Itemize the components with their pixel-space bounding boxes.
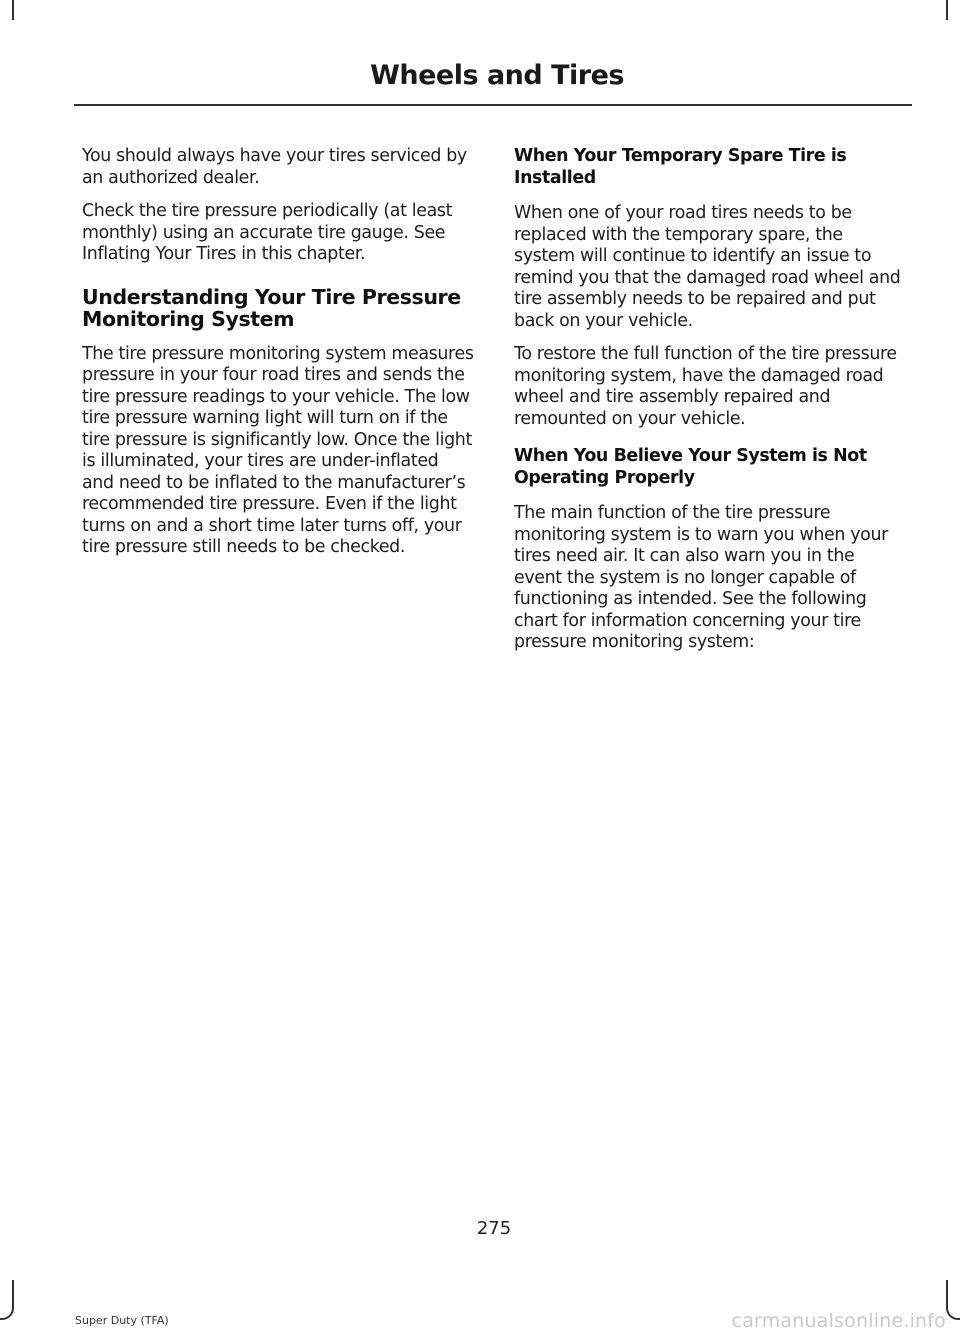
- watermark: carmanualsonline.info: [731, 1310, 946, 1332]
- page-number: 275: [476, 1218, 512, 1239]
- section-heading-tpms: Understanding Your Tire Pressure Monitoring System: [82, 284, 461, 331]
- vehicle-label: Super Duty (TFA): [75, 1314, 169, 1327]
- header-divider: [74, 104, 912, 106]
- left-column: [82, 146, 474, 571]
- paragraph-spare-installed: When one of your road tires needs to be replaced with the temporary spare, the system will continue to identify an issue to remind you that the damaged road wheel and tire assembly needs to be repaired and put back on your vehicle.: [514, 203, 901, 331]
- paragraph-main-function: The main function of the tire pressure monitoring system is to warn you when your tires need air. It can also warn you in the event the system is no longer capable of functioning as intended. See the following chart for information concerning your tire pressure monitoring system:: [514, 503, 888, 652]
- subheading-system-not-operating: When You Believe Your System is Not Operating Properly: [514, 446, 867, 488]
- crop-mark-top-left: [12, 0, 14, 20]
- subheading-temporary-spare: When Your Temporary Spare Tire is Installed: [514, 146, 847, 188]
- paragraph-check-pressure: Check the tire pressure periodically (at least monthly) using an accurate tire gauge. See Inflating Your Tires in this chapter.: [82, 201, 453, 264]
- crop-mark-bottom-right: [946, 1280, 960, 1320]
- crop-mark-bottom-left: [0, 1280, 14, 1320]
- paragraph-tpms-description: The tire pressure monitoring system measures pressure in your four road tires and sends the tire pressure readings to your vehicle. The low tire pressure warning light will turn on if the tire pressure is significantly low. Once the light is illuminated, your tires are under-inflated and need to be inflated to the manufacturer’s recommended tire pressure. Even if the light turns on and a short time later turns off, your tire pressure still needs to be checked.: [82, 343, 474, 557]
- crop-mark-top-right: [946, 0, 948, 20]
- chapter-title: Wheels and Tires: [370, 60, 624, 91]
- right-column: [514, 146, 906, 666]
- paragraph-restore-function: To restore the full function of the tire pressure monitoring system, have the damaged road wheel and tire assembly repaired and remounted on your vehicle.: [514, 344, 897, 429]
- paragraph-service: You should always have your tires serviced by an authorized dealer.: [82, 146, 467, 188]
